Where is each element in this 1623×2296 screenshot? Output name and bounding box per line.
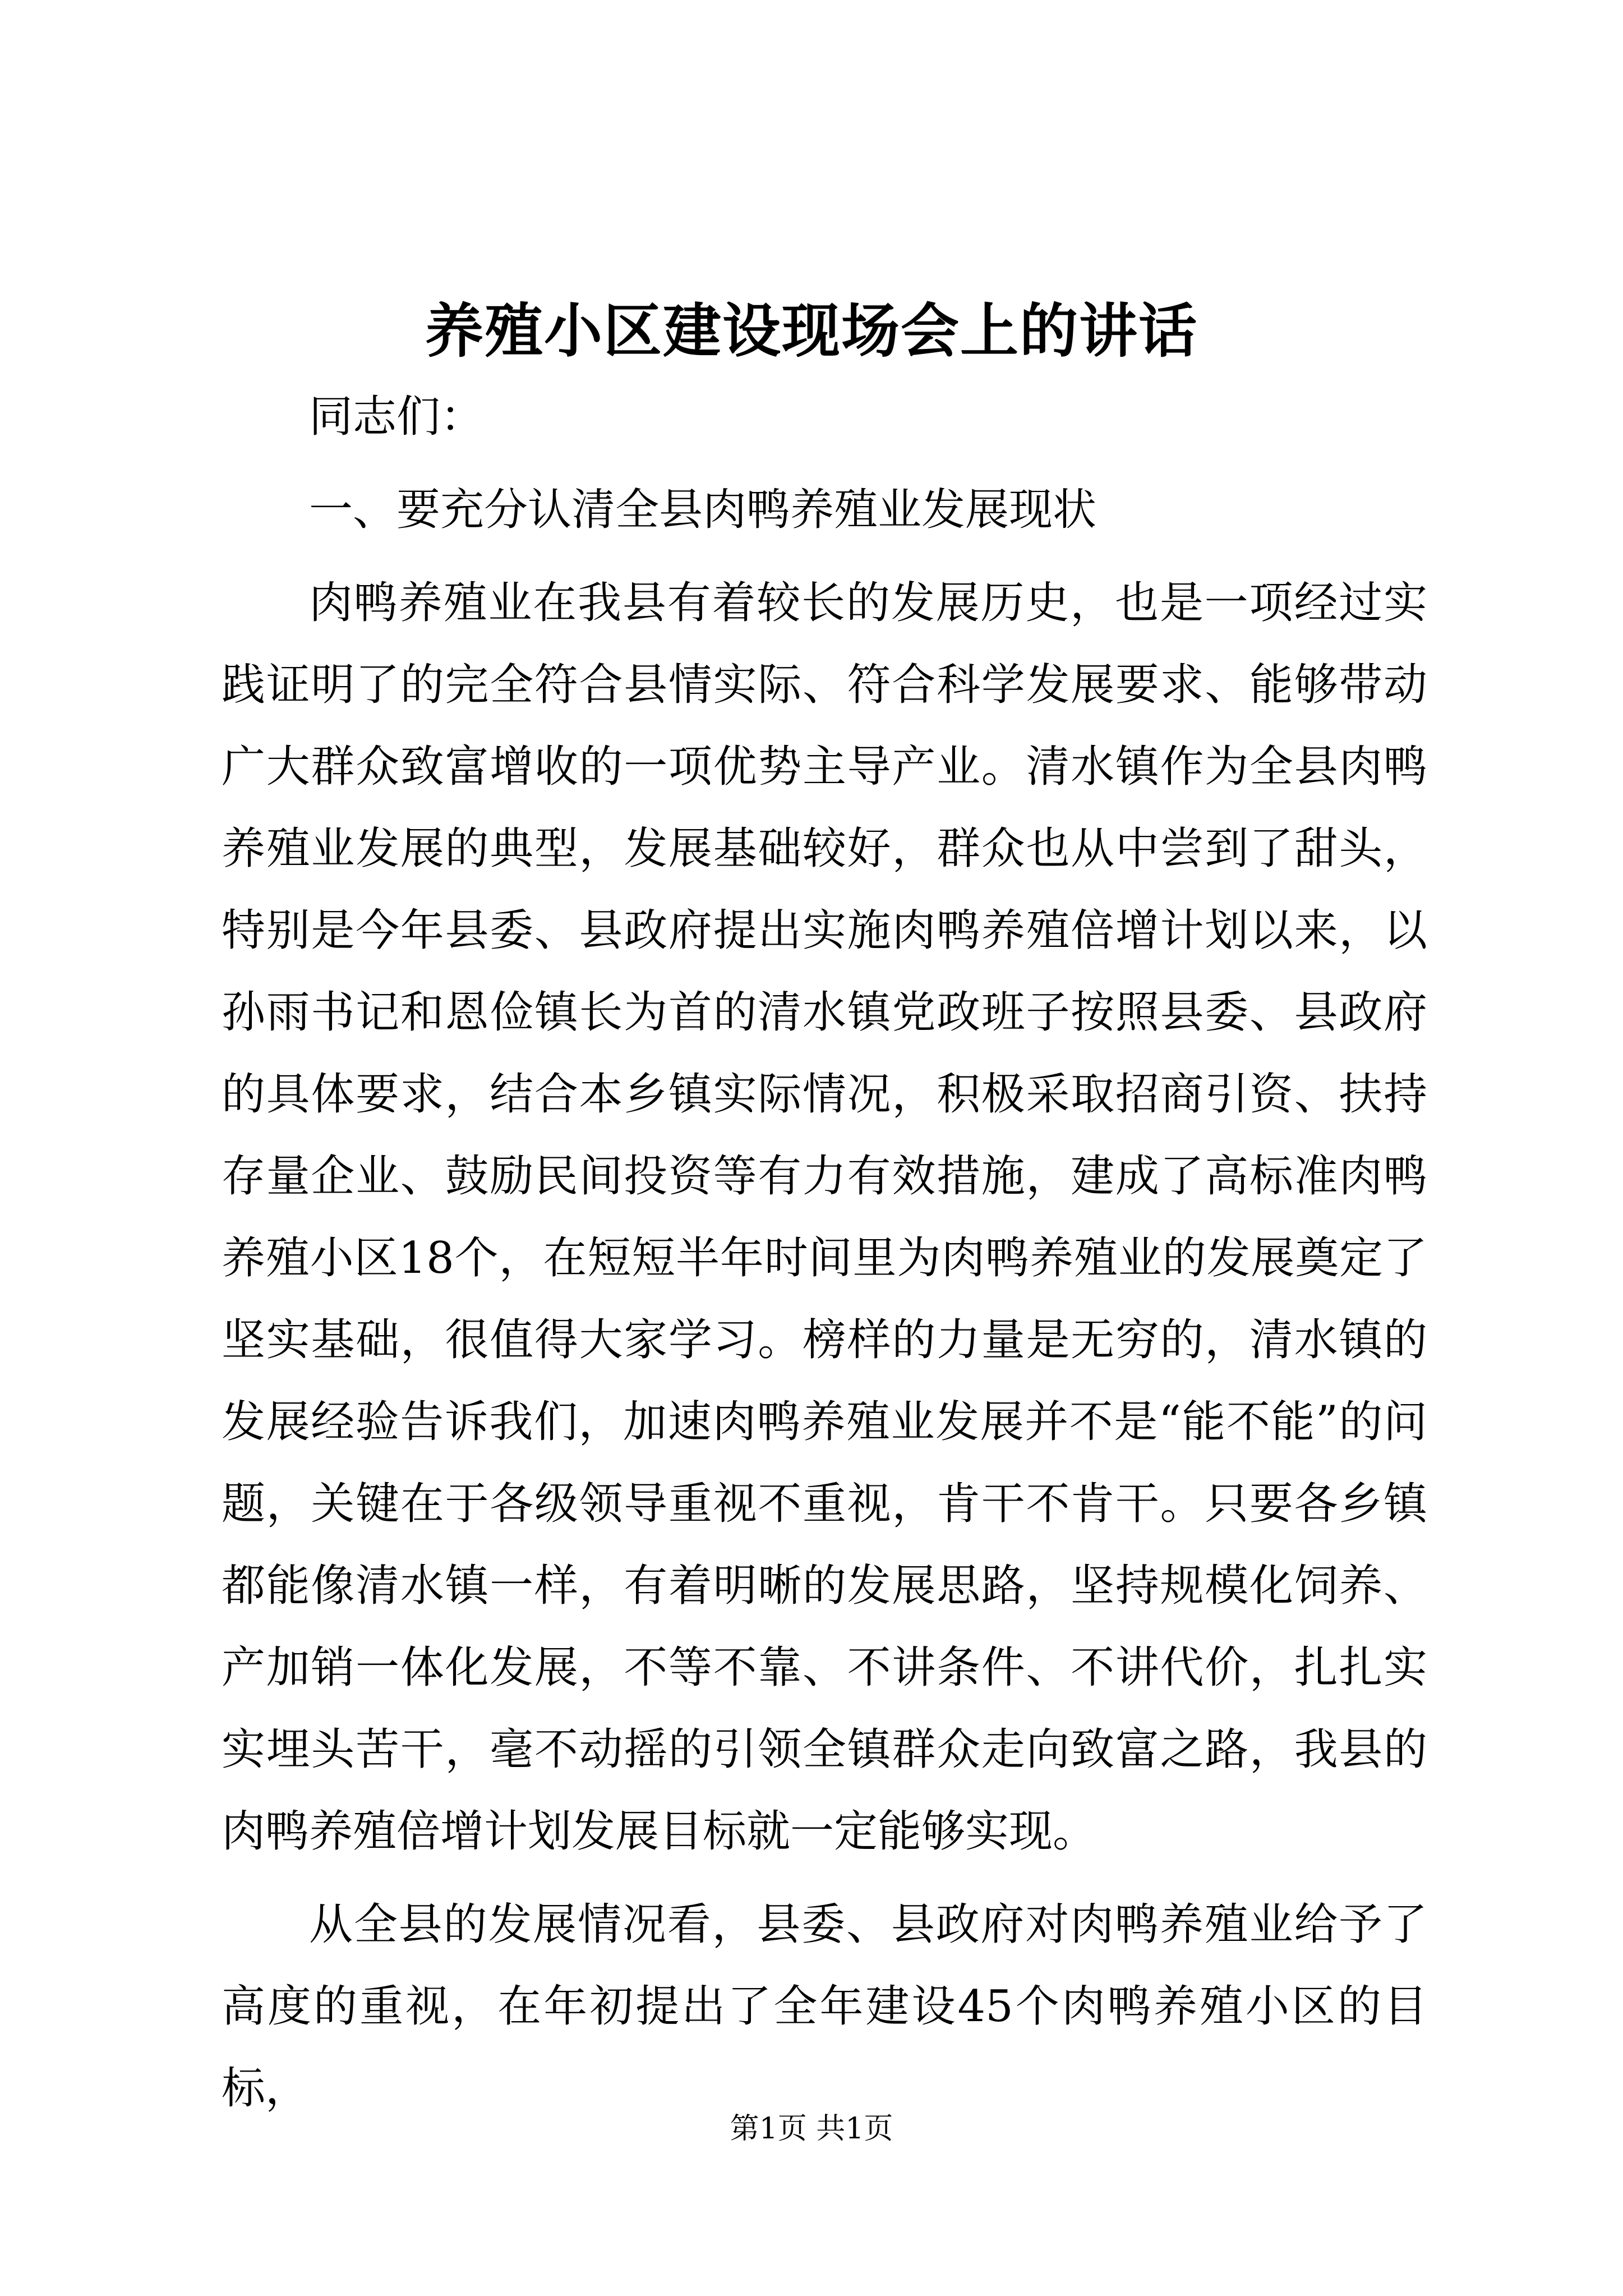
paragraph: 从全县的发展情况看，县委、县政府对肉鸭养殖业给予了高度的重视，在年初提出了全年建设45个肉鸭养殖小区的目标，: [222, 1899, 1427, 2114]
document-body: [222, 376, 1427, 2129]
document-title: 养殖小区建设现场会上的讲话: [425, 296, 1198, 365]
greeting: 同志们：: [309, 392, 485, 442]
page-number: 第1页 共1页: [730, 2112, 893, 2146]
paragraph: 肉鸭养殖业在我县有着较长的发展历史，也是一项经过实践证明了的完全符合县情实际、符合科学发展要求、能够带动广大群众致富增收的一项优势主导产业。清水镇作为全县肉鸭养殖业发展的典型，发展基础较好，群众也从中尝到了甜头，特别是今年县委、县政府提出实施肉鸭养殖倍增计划以来，以孙雨书记和恩俭镇长为首的清水镇党政班子按照县委、县政府的具体要求，结合本乡镇实际情况，积极采取招商引资、扶持存量企业、鼓励民间投资等有力有效措施，建成了高标准肉鸭养殖小区18个，在短短半年时间里为肉鸭养殖业的发展奠定了坚实基础，很值得大家学习。榜样的力量是无穷的，清水镇的发展经验告诉我们，加速肉鸭养殖业发展并不是“能不能”的问题，关键在于各级领导重视不重视，肯干不肯干。只要各乡镇都能像清水镇一样，有着明晰的发展思路，坚持规模化饲养、产加销一体化发展，不等不靠、不讲条件、不讲代价，扎扎实实埋头苦干，毫不动摇的引领全镇群众走向致富之路，我县的肉鸭养殖倍增计划发展目标就一定能够实现。: [222, 578, 1427, 1857]
section-heading: 一、要充分认清全县肉鸭养殖业发展现状: [309, 485, 1097, 535]
